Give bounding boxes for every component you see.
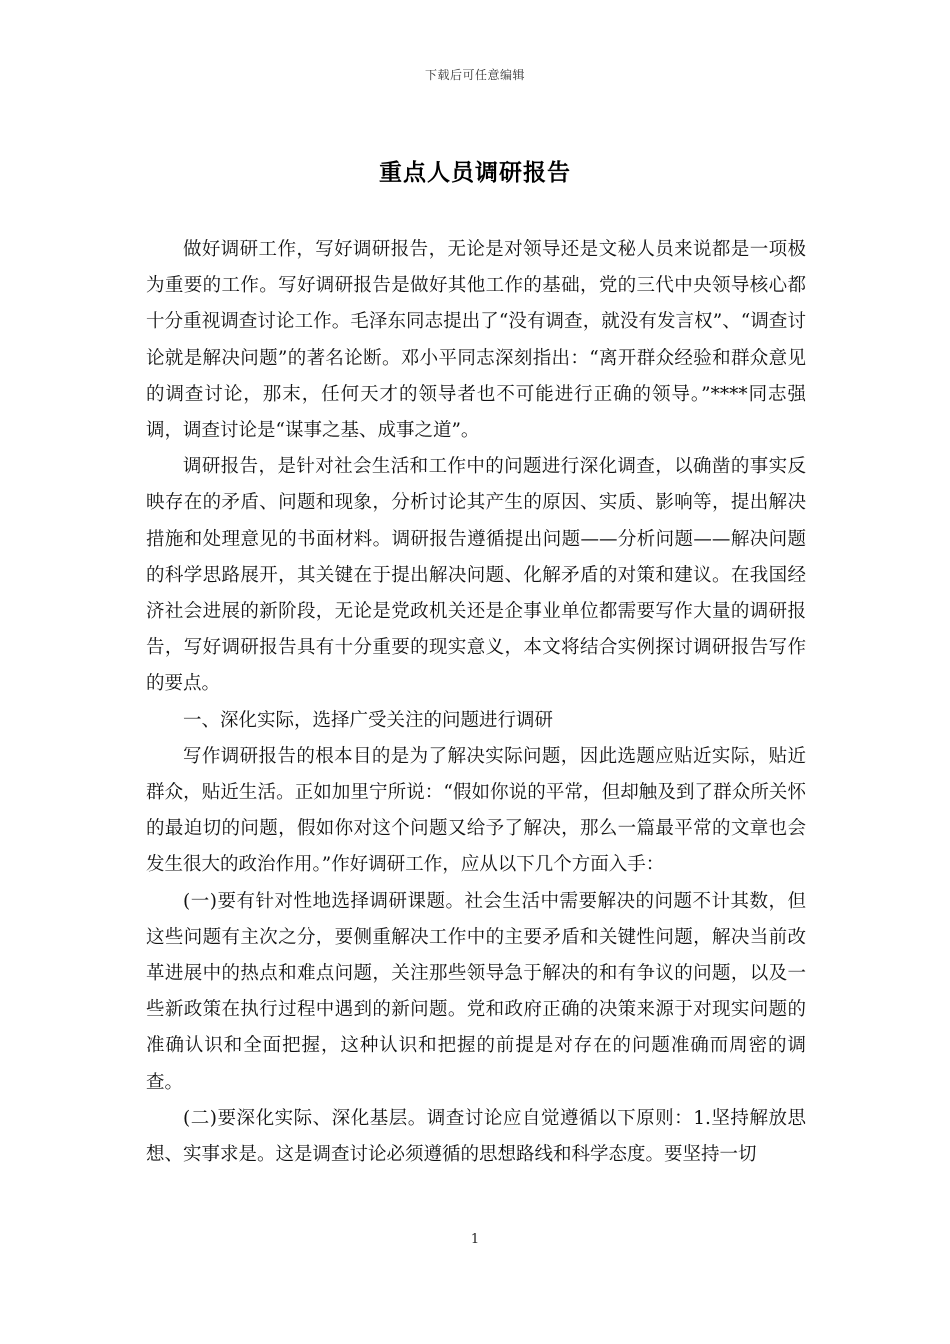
document-title: 重点人员调研报告 [379, 159, 571, 186]
paragraph-point-1: (一)要有针对性地选择调研课题。社会生活中需要解决的问题不计其数，但这些问题有主次之分，要侧重解决工作中的主要矛盾和关键性问题，解决当前改革进展中的热点和难点问题，关注那些领导急于解决的和有争议的问题，以及一些新政策在执行过程中遇到的新问题。党和政府正确的决策来源于对现实问题的准确认识和全面把握，这种认识和把握的前提是对存在的问题准确而周密的调查。 [146, 890, 806, 1093]
page-number: 1 [470, 1232, 480, 1247]
header-note: 下载后可任意编辑 [424, 68, 525, 82]
section-heading-1: 一、深化实际，选择广受关注的问题进行调研 [183, 709, 554, 731]
paragraph-purpose: 写作调研报告的根本目的是为了解决实际问题，因此选题应贴近实际，贴近群众，贴近生活。正如加里宁所说：“假如你说的平常，但却触及到了群众所关怀的最迫切的问题，假如你对这个问题又给予了解决，那么一篇最平常的文章也会发生很大的政治作用。”作好调研工作，应从以下几个方面入手： [146, 745, 806, 876]
document-body [146, 232, 806, 1173]
paragraph-definition: 调研报告，是针对社会生活和工作中的问题进行深化调查，以确凿的事实反映存在的矛盾、问题和现象，分析讨论其产生的原因、实质、影响等，提出解决措施和处理意见的书面材料。调研报告遵循提出问题——分析问题——解决问题的科学思路展开，其关键在于提出解决问题、化解矛盾的对策和建议。在我国经济社会进展的新阶段，无论是党政机关还是企事业单位都需要写作大量的调研报告，写好调研报告具有十分重要的现实意义，本文将结合实例探讨调研报告写作的要点。 [146, 456, 806, 695]
paragraph-point-2: (二)要深化实际、深化基层。调查讨论应自觉遵循以下原则：1.坚持解放思想、实事求是。这是调查讨论必须遵循的思想路线和科学态度。要坚持一切 [146, 1107, 806, 1166]
paragraph-intro: 做好调研工作，写好调研报告，无论是对领导还是文秘人员来说都是一项极为重要的工作。写好调研报告是做好其他工作的基础，党的三代中央领导核心都十分重视调查讨论工作。毛泽东同志提出了“没有调查，就没有发言权”、“调查讨论就是解决问题”的著名论断。邓小平同志深刻指出：“离开群众经验和群众意见的调查讨论，那末，任何天才的领导者也不可能进行正确的领导。”****同志强调，调查讨论是“谋事之基、成事之道”。 [146, 239, 806, 442]
